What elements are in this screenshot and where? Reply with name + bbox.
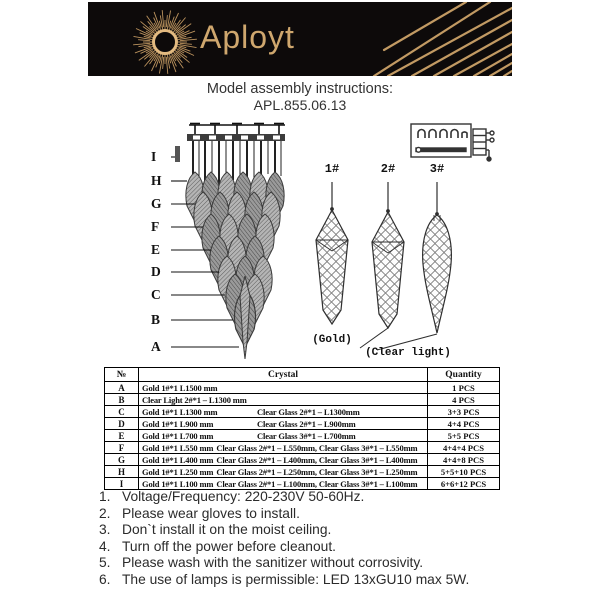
corner-rays-decor xyxy=(374,2,512,76)
crystal-cell: Gold 1#*1 L100 mm Clear Glass 2#*1 – L100mm, Clear Glass 3#*1 – L100mm xyxy=(139,478,428,490)
crystal-cell: Gold 1#*1 L1300 mm Clear Glass 2#*1 – L1300mm xyxy=(139,406,428,418)
level-label-F: F xyxy=(151,219,160,234)
instruction-item-1 xyxy=(99,489,559,506)
instruction-text: Please wear gloves to install. xyxy=(122,505,300,521)
wiring-diagram xyxy=(409,119,495,163)
instruction-number: 5. xyxy=(99,555,111,571)
row-letter: E xyxy=(105,430,139,442)
page-title: Model assembly instructions: xyxy=(206,81,394,97)
row-letter: H xyxy=(105,466,139,478)
pendant-2-body xyxy=(372,212,404,328)
pendant-3-label: 3# xyxy=(429,162,445,176)
row-letter: F xyxy=(105,442,139,454)
crystal-cell: Gold 1#*1 L400 mm Clear Glass 2#*1 – L400mm, Clear Glass 3#*1 – L400mm xyxy=(139,454,428,466)
instruction-text: Turn off the power before cleanout. xyxy=(122,538,336,554)
level-label-D: D xyxy=(151,264,161,279)
crystal-cell: Gold 1#*1 L700 mm Clear Glass 3#*1 – L700mm xyxy=(139,430,428,442)
table-row-D xyxy=(105,418,500,430)
instruction-text: Please wash with the sanitizer without corrosivity. xyxy=(122,555,424,571)
row-letter: I xyxy=(105,478,139,490)
quantity-cell: 4+4+4 PCS xyxy=(428,442,500,454)
instruction-item-2 xyxy=(99,506,559,523)
crystal-cascade xyxy=(186,172,284,348)
level-label-B: B xyxy=(151,312,161,327)
table-row-G xyxy=(105,454,500,466)
crystal-cell: Gold 1#*1 L900 mm Clear Glass 2#*1 – L900mm xyxy=(139,418,428,430)
crystal-cell: Gold 1#*1 L250 mm Clear Glass 2#*1 – L250mm, Clear Glass 3#*1 – L250mm xyxy=(139,466,428,478)
model-number: APL.855.06.13 xyxy=(253,97,347,113)
level-label-I: I xyxy=(151,149,157,164)
row-letter: A xyxy=(105,382,139,394)
col-header-crystal: Crystal xyxy=(139,368,428,382)
pendant-3-body xyxy=(423,215,452,333)
instruction-list xyxy=(99,489,559,589)
table-row-F xyxy=(105,442,500,454)
instruction-number: 2. xyxy=(99,505,111,521)
starburst-ring xyxy=(154,31,177,54)
instruction-text: Don`t install it on the moist ceiling. xyxy=(122,522,332,538)
clear-finish-label: (Clear light) xyxy=(365,347,451,359)
instruction-text: Voltage/Frequency: 220-230V 50-60Hz. xyxy=(122,489,365,504)
instruction-item-5 xyxy=(99,555,559,572)
pendant-2-label: 2# xyxy=(380,162,396,176)
col-header-number: № xyxy=(105,368,139,382)
table-row-C xyxy=(105,406,500,418)
quantity-cell: 4+4 PCS xyxy=(428,418,500,430)
quantity-cell: 4+4+8 PCS xyxy=(428,454,500,466)
table-header-row xyxy=(105,368,500,382)
quantity-cell: 1 PCS xyxy=(428,382,500,394)
level-label-A: A xyxy=(151,339,161,354)
instruction-text: The use of lamps is permissible: LED 13xGU10 max 5W. xyxy=(122,571,470,587)
center-spike-crystal xyxy=(240,276,250,359)
crystal-cell: Clear Light 2#*1 – L1300 mm xyxy=(139,394,428,406)
quantity-cell: 6+6+12 PCS xyxy=(428,478,500,490)
pendant-1-label: 1# xyxy=(324,162,340,176)
table-row-E xyxy=(105,430,500,442)
quantity-cell: 3+3 PCS xyxy=(428,406,500,418)
row-letter: B xyxy=(105,394,139,406)
instruction-item-3 xyxy=(99,522,559,539)
lamp-socket-icons xyxy=(418,130,467,139)
gold-finish-label: (Gold) xyxy=(312,334,352,346)
quantity-cell: 5+5 PCS xyxy=(428,430,500,442)
instruction-number: 1. xyxy=(99,489,111,504)
table-row-I xyxy=(105,478,500,490)
crystal-parts-table xyxy=(104,367,500,490)
table-row-A xyxy=(105,382,500,394)
quantity-cell: 4 PCS xyxy=(428,394,500,406)
instruction-number: 6. xyxy=(99,571,111,587)
level-label-E: E xyxy=(151,242,161,257)
row-letter: D xyxy=(105,418,139,430)
banner-decor xyxy=(88,2,512,76)
table-row-B xyxy=(105,394,500,406)
row-letter: G xyxy=(105,454,139,466)
table-row-H xyxy=(105,466,500,478)
row-letter: C xyxy=(105,406,139,418)
brand-logo-text: Aployt xyxy=(200,19,295,55)
level-label-C: C xyxy=(151,287,161,302)
pendant-types-figure xyxy=(300,158,515,364)
instruction-item-6 xyxy=(99,572,559,589)
instruction-number: 4. xyxy=(99,538,111,554)
instruction-number: 3. xyxy=(99,522,111,538)
crystal-cell: Gold 1#*1 L550 mm Clear Glass 2#*1 – L550mm, Clear Glass 3#*1 – L550mm xyxy=(139,442,428,454)
pendant-1-body xyxy=(316,210,348,324)
instruction-item-4 xyxy=(99,539,559,556)
col-header-quantity: Quantity xyxy=(428,368,500,382)
chandelier-diagram xyxy=(145,116,317,364)
level-label-G: G xyxy=(151,196,162,211)
brand-banner xyxy=(88,2,512,76)
level-label-H: H xyxy=(151,173,162,188)
quantity-cell: 5+5+10 PCS xyxy=(428,466,500,478)
crystal-cell: Gold 1#*1 L1500 mm xyxy=(139,382,428,394)
